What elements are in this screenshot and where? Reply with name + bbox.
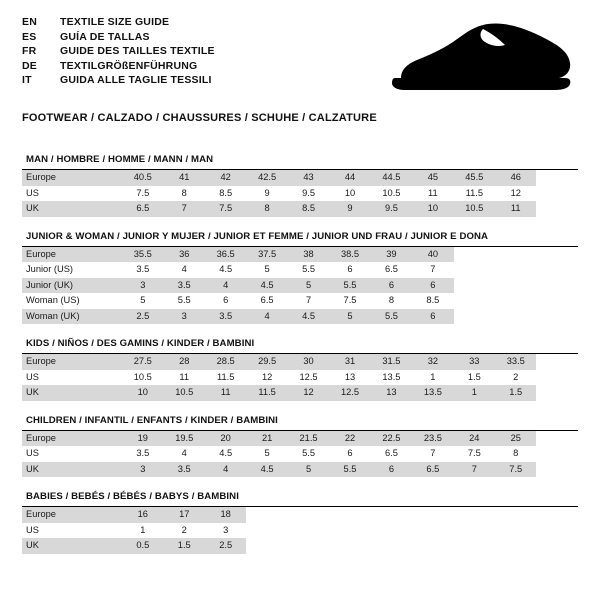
size-cell: 11.5 <box>246 385 287 401</box>
size-cell-empty <box>495 278 536 294</box>
size-cell: 3.5 <box>122 262 163 278</box>
size-cell: 8.5 <box>412 293 453 309</box>
size-cell: 3 <box>122 462 163 478</box>
size-cell: 24 <box>454 431 495 447</box>
size-cell-empty <box>371 538 412 554</box>
size-cell: 28 <box>164 354 205 370</box>
size-cell: 23.5 <box>412 431 453 447</box>
size-cell-empty <box>412 523 453 539</box>
size-cell: 45 <box>412 170 453 186</box>
size-cell: 12.5 <box>329 385 370 401</box>
size-cell-empty <box>495 262 536 278</box>
size-cell: 5 <box>122 293 163 309</box>
language-row <box>22 31 215 46</box>
size-cell: 4 <box>205 278 246 294</box>
size-cell: 7 <box>288 293 329 309</box>
language-code: FR <box>22 45 37 58</box>
size-cell-empty <box>454 507 495 523</box>
size-cell: 17 <box>164 507 205 523</box>
size-cell: 9.5 <box>371 201 412 217</box>
row-label: Woman (UK) <box>22 309 122 325</box>
size-cell: 46 <box>495 170 536 186</box>
row-label: Europe <box>22 247 122 263</box>
size-cell: 6 <box>412 278 453 294</box>
size-cell: 12 <box>288 385 329 401</box>
size-cell: 11 <box>164 370 205 386</box>
size-cell-empty <box>495 247 536 263</box>
size-cell: 6.5 <box>371 446 412 462</box>
size-cell: 11 <box>495 201 536 217</box>
language-code: ES <box>22 30 37 43</box>
size-cell: 5.5 <box>288 446 329 462</box>
row-label: Europe <box>22 507 122 523</box>
size-cell: 45.5 <box>454 170 495 186</box>
size-table <box>22 170 578 217</box>
size-cell: 8.5 <box>288 201 329 217</box>
table-row <box>22 354 578 370</box>
size-cell: 5.5 <box>164 293 205 309</box>
size-cell: 6 <box>329 262 370 278</box>
language-code: EN <box>22 16 37 28</box>
size-cell: 27.5 <box>122 354 163 370</box>
size-cell: 3 <box>205 523 246 539</box>
row-label: US <box>22 523 122 539</box>
size-cell-empty <box>495 507 536 523</box>
size-section <box>22 491 578 554</box>
size-cell: 5 <box>288 278 329 294</box>
language-row <box>22 16 215 31</box>
size-cell: 21.5 <box>288 431 329 447</box>
row-label: US <box>22 370 122 386</box>
size-cell: 33.5 <box>495 354 536 370</box>
table-row <box>22 247 578 263</box>
size-cell: 32 <box>412 354 453 370</box>
size-cell: 42.5 <box>246 170 287 186</box>
table-row <box>22 446 578 462</box>
size-cell: 4.5 <box>288 309 329 325</box>
size-cell: 3.5 <box>205 309 246 325</box>
size-cell: 13.5 <box>412 385 453 401</box>
size-cell-empty <box>536 462 578 478</box>
size-cell: 8 <box>246 201 287 217</box>
size-cell-empty <box>246 523 287 539</box>
size-cell: 6.5 <box>122 201 163 217</box>
size-cell: 2.5 <box>205 538 246 554</box>
size-cell-empty <box>246 507 287 523</box>
size-cell-empty <box>329 538 370 554</box>
size-cell: 18 <box>205 507 246 523</box>
size-cell: 9.5 <box>288 186 329 202</box>
size-cell: 22.5 <box>371 431 412 447</box>
size-cell: 28.5 <box>205 354 246 370</box>
size-cell: 11 <box>412 186 453 202</box>
size-cell: 3 <box>164 309 205 325</box>
size-cell-empty <box>536 538 578 554</box>
size-cell: 30 <box>288 354 329 370</box>
size-cell-empty <box>288 538 329 554</box>
size-cell-empty <box>536 354 578 370</box>
size-cell: 11.5 <box>205 370 246 386</box>
size-cell: 6 <box>371 278 412 294</box>
size-cell: 7.5 <box>205 201 246 217</box>
table-row <box>22 293 578 309</box>
table-row <box>22 538 578 554</box>
size-cell: 5.5 <box>371 309 412 325</box>
table-row <box>22 431 578 447</box>
size-cell-empty <box>288 523 329 539</box>
size-cell: 5.5 <box>329 462 370 478</box>
size-cell: 4.5 <box>246 278 287 294</box>
size-sections <box>22 154 578 554</box>
size-cell: 2 <box>495 370 536 386</box>
size-cell: 1.5 <box>495 385 536 401</box>
size-cell: 31 <box>329 354 370 370</box>
size-cell: 35.5 <box>122 247 163 263</box>
size-cell: 10.5 <box>164 385 205 401</box>
language-title: TEXTILE SIZE GUIDE <box>60 16 170 28</box>
size-cell: 10 <box>122 385 163 401</box>
size-cell: 6 <box>205 293 246 309</box>
size-cell: 41 <box>164 170 205 186</box>
size-cell-empty <box>454 278 495 294</box>
size-cell-empty <box>536 507 578 523</box>
size-cell-empty <box>495 523 536 539</box>
size-cell: 12 <box>495 186 536 202</box>
table-row <box>22 309 578 325</box>
row-label: Europe <box>22 431 122 447</box>
size-cell: 7.5 <box>122 186 163 202</box>
size-cell-empty <box>454 293 495 309</box>
size-cell: 21 <box>246 431 287 447</box>
size-cell-empty <box>536 309 578 325</box>
size-cell-empty <box>412 538 453 554</box>
size-cell: 38.5 <box>329 247 370 263</box>
size-cell: 5 <box>329 309 370 325</box>
size-section <box>22 154 578 217</box>
size-cell: 44.5 <box>371 170 412 186</box>
size-cell: 29.5 <box>246 354 287 370</box>
size-cell: 13 <box>371 385 412 401</box>
size-cell-empty <box>536 385 578 401</box>
size-cell-empty <box>536 431 578 447</box>
size-cell: 1 <box>412 370 453 386</box>
language-title: GUÍA DE TALLAS <box>60 30 150 43</box>
size-cell: 3.5 <box>164 462 205 478</box>
size-cell: 38 <box>288 247 329 263</box>
size-cell: 11 <box>205 385 246 401</box>
language-row <box>22 60 215 75</box>
size-cell: 7 <box>412 446 453 462</box>
size-cell: 4 <box>205 462 246 478</box>
size-cell: 10.5 <box>371 186 412 202</box>
size-cell-empty <box>536 370 578 386</box>
row-label: UK <box>22 462 122 478</box>
size-cell: 10 <box>329 186 370 202</box>
row-label: UK <box>22 201 122 217</box>
size-section-title: CHILDREN / INFANTIL / ENFANTS / KINDER / BAMBINI <box>26 414 278 426</box>
size-cell: 3 <box>122 278 163 294</box>
size-cell: 33 <box>454 354 495 370</box>
size-cell: 31.5 <box>371 354 412 370</box>
size-cell-empty <box>495 293 536 309</box>
size-cell: 1 <box>454 385 495 401</box>
size-cell: 2.5 <box>122 309 163 325</box>
row-label: Europe <box>22 354 122 370</box>
size-cell: 1.5 <box>454 370 495 386</box>
size-section-title: KIDS / NIÑOS / DES GAMINS / KINDER / BAMBINI <box>26 338 255 349</box>
size-cell-empty <box>495 309 536 325</box>
row-label: Junior (UK) <box>22 278 122 294</box>
size-cell-empty <box>536 293 578 309</box>
size-cell-empty <box>536 523 578 539</box>
size-cell: 6.5 <box>371 262 412 278</box>
size-cell: 43 <box>288 170 329 186</box>
size-cell: 6.5 <box>412 462 453 478</box>
size-cell: 37.5 <box>246 247 287 263</box>
size-cell: 5 <box>288 462 329 478</box>
row-label: Junior (US) <box>22 262 122 278</box>
size-cell: 6.5 <box>246 293 287 309</box>
size-cell: 3.5 <box>164 278 205 294</box>
table-row <box>22 507 578 523</box>
size-section-title: JUNIOR & WOMAN / JUNIOR Y MUJER / JUNIOR ET FEMME / JUNIOR UND FRAU / JUNIOR E DONA <box>26 230 489 242</box>
size-cell: 10.5 <box>454 201 495 217</box>
size-cell-empty <box>536 186 578 202</box>
size-cell: 4.5 <box>205 262 246 278</box>
size-cell-empty <box>536 247 578 263</box>
size-cell: 11.5 <box>454 186 495 202</box>
size-table <box>22 354 578 401</box>
size-cell: 10 <box>412 201 453 217</box>
size-cell: 25 <box>495 431 536 447</box>
category-line: FOOTWEAR / CALZADO / CHAUSSURES / SCHUHE / CALZATURE <box>22 112 377 124</box>
size-cell: 9 <box>329 201 370 217</box>
size-cell: 13 <box>329 370 370 386</box>
language-title: GUIDA ALLE TAGLIE TESSILI <box>60 74 212 87</box>
size-cell: 4 <box>164 446 205 462</box>
size-cell: 8 <box>371 293 412 309</box>
row-label: US <box>22 186 122 202</box>
size-cell: 7.5 <box>329 293 370 309</box>
row-label: Europe <box>22 170 122 186</box>
size-cell-empty <box>536 262 578 278</box>
size-cell-empty <box>536 170 578 186</box>
size-table <box>22 507 578 554</box>
size-cell: 20 <box>205 431 246 447</box>
table-row <box>22 523 578 539</box>
size-cell: 1 <box>122 523 163 539</box>
size-cell: 7 <box>164 201 205 217</box>
table-row <box>22 186 578 202</box>
size-cell: 19.5 <box>164 431 205 447</box>
size-section-title: MAN / HOMBRE / HOMME / MANN / MAN <box>26 154 214 165</box>
table-row <box>22 278 578 294</box>
size-cell: 36 <box>164 247 205 263</box>
size-cell-empty <box>454 523 495 539</box>
table-row <box>22 462 578 478</box>
table-row <box>22 385 578 401</box>
size-cell: 40 <box>412 247 453 263</box>
size-cell: 4 <box>246 309 287 325</box>
size-cell: 6 <box>412 309 453 325</box>
size-cell-empty <box>288 507 329 523</box>
size-cell-empty <box>454 262 495 278</box>
size-cell: 4.5 <box>246 462 287 478</box>
size-cell: 5.5 <box>329 278 370 294</box>
size-section <box>22 231 578 325</box>
language-code: IT <box>22 74 32 87</box>
size-section <box>22 415 578 478</box>
size-cell: 5 <box>246 446 287 462</box>
size-cell: 22 <box>329 431 370 447</box>
size-cell: 2 <box>164 523 205 539</box>
document-header <box>22 16 578 100</box>
size-cell: 5.5 <box>288 262 329 278</box>
size-section <box>22 338 578 401</box>
table-row <box>22 370 578 386</box>
size-cell: 19 <box>122 431 163 447</box>
dress-shoe-icon <box>382 20 572 100</box>
size-cell-empty <box>329 507 370 523</box>
size-cell-empty <box>412 507 453 523</box>
size-cell: 16 <box>122 507 163 523</box>
size-cell: 7.5 <box>454 446 495 462</box>
size-cell-empty <box>536 446 578 462</box>
table-row <box>22 201 578 217</box>
size-cell: 13.5 <box>371 370 412 386</box>
language-rows <box>22 16 215 89</box>
size-cell: 6 <box>329 446 370 462</box>
size-cell: 36.5 <box>205 247 246 263</box>
size-cell: 12 <box>246 370 287 386</box>
size-cell-empty <box>454 309 495 325</box>
size-cell-empty <box>454 538 495 554</box>
size-cell: 10.5 <box>122 370 163 386</box>
size-cell: 1.5 <box>164 538 205 554</box>
language-code: DE <box>22 59 37 72</box>
table-row <box>22 262 578 278</box>
size-cell: 8 <box>495 446 536 462</box>
size-table <box>22 431 578 478</box>
size-cell: 8.5 <box>205 186 246 202</box>
size-cell: 42 <box>205 170 246 186</box>
row-label: US <box>22 446 122 462</box>
size-cell-empty <box>329 523 370 539</box>
size-cell-empty <box>536 201 578 217</box>
size-cell-empty <box>454 247 495 263</box>
size-cell: 0.5 <box>122 538 163 554</box>
row-label: Woman (US) <box>22 293 122 309</box>
size-cell: 9 <box>246 186 287 202</box>
size-cell: 6 <box>371 462 412 478</box>
size-cell: 3.5 <box>122 446 163 462</box>
language-row <box>22 45 215 60</box>
language-row <box>22 74 215 89</box>
size-cell: 44 <box>329 170 370 186</box>
size-cell-empty <box>536 278 578 294</box>
size-cell: 12.5 <box>288 370 329 386</box>
language-title: TEXTILGRÖßENFÜHRUNG <box>60 59 198 72</box>
size-cell: 7.5 <box>495 462 536 478</box>
size-cell: 5 <box>246 262 287 278</box>
size-table <box>22 247 578 325</box>
row-label: UK <box>22 538 122 554</box>
size-cell: 7 <box>412 262 453 278</box>
language-title-table <box>22 16 215 89</box>
size-cell-empty <box>495 538 536 554</box>
size-cell: 8 <box>164 186 205 202</box>
size-cell: 7 <box>454 462 495 478</box>
size-cell: 39 <box>371 247 412 263</box>
size-cell-empty <box>371 507 412 523</box>
table-row <box>22 170 578 186</box>
size-cell-empty <box>371 523 412 539</box>
size-cell-empty <box>246 538 287 554</box>
language-title: GUIDE DES TAILLES TEXTILE <box>60 45 215 58</box>
size-cell: 4 <box>164 262 205 278</box>
size-cell: 4.5 <box>205 446 246 462</box>
size-cell: 40.5 <box>122 170 163 186</box>
row-label: UK <box>22 385 122 401</box>
size-section-title: BABIES / BEBÉS / BÉBÉS / BABYS / BAMBINI <box>26 491 239 502</box>
